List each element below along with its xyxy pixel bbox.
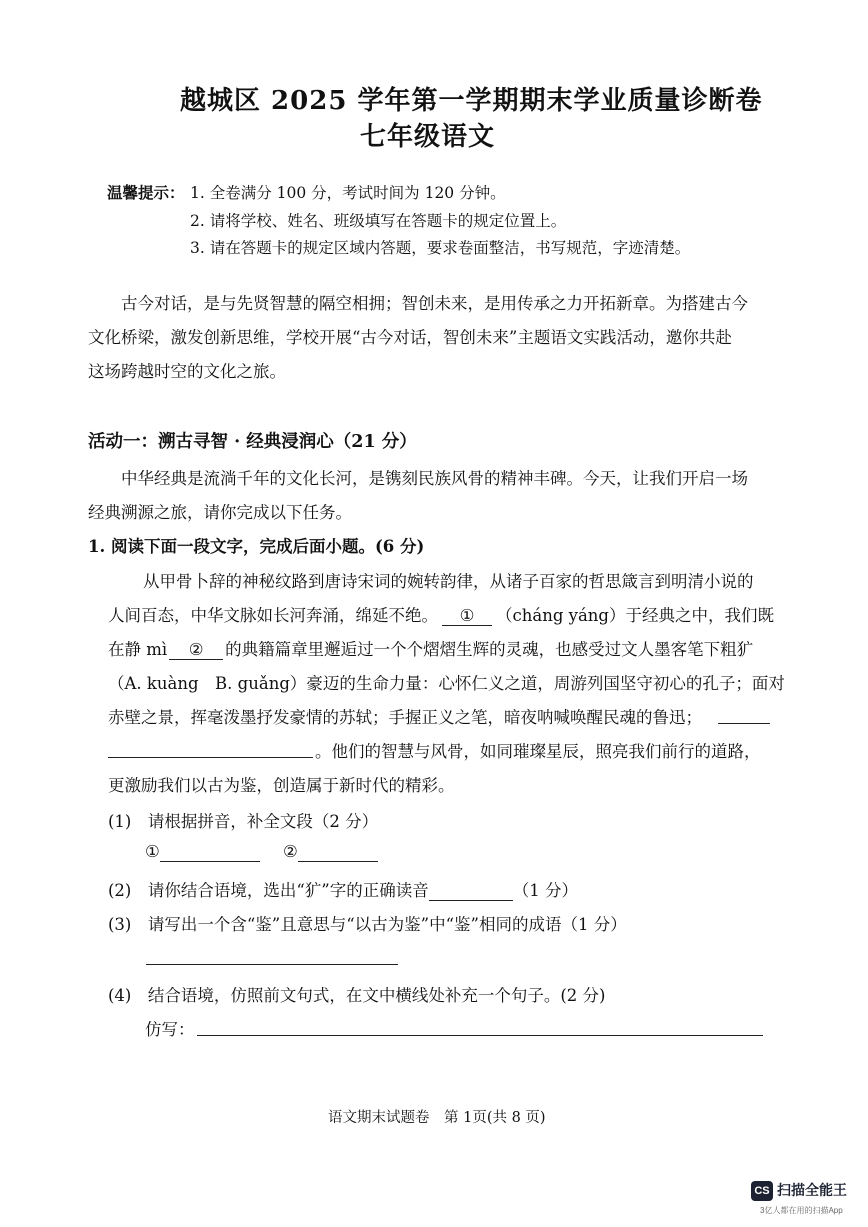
subquestion-3: (3) 请写出一个含“鉴”且意思与“以古为鉴”中“鉴”相同的成语（1 分） xyxy=(108,915,627,934)
intro-line: 文化桥梁，激发创新思维，学校开展“古今对话，智创未来”主题语文实践活动，邀你共赴 xyxy=(88,328,732,347)
page-subtitle: 七年级语文 xyxy=(360,122,496,152)
intro-line: 古今对话，是与先贤智慧的隔空相拥；智创未来，是用传承之力开拓新章。为搭建古今 xyxy=(121,294,748,313)
scanner-logo-icon: CS xyxy=(751,1181,773,1201)
activity-desc-line: 经典溯源之旅，请你完成以下任务。 xyxy=(88,503,352,522)
passage-line: 人间百态，中华文脉如长河奔涌，绵延不绝。 ① （cháng yáng）于经典之中，我们既 xyxy=(108,606,774,625)
answer-line[interactable] xyxy=(146,964,398,965)
passage-line: 从甲骨卜辞的神秘纹路到唐诗宋词的婉转韵律，从诸子百家的哲思箴言到明清小说的 xyxy=(143,572,754,591)
notice-item: 3. 请在答题卡的规定区域内答题，要求卷面整洁，书写规范，字迹清楚。 xyxy=(190,239,691,257)
page-footer: 语文期末试题卷 第 1页(共 8 页) xyxy=(328,1110,546,1126)
page-title: 越城区 2025 学年第一学期期末学业质量诊断卷 xyxy=(180,86,763,116)
answer-blank[interactable] xyxy=(298,842,378,862)
passage-line: 。他们的智慧与风骨，如同璀璨星辰，照亮我们前行的道路， xyxy=(315,742,761,761)
scanner-tagline: 3亿人都在用的扫描App xyxy=(760,1206,843,1215)
imitation-blank-line[interactable] xyxy=(718,723,770,724)
scanner-name: 扫描全能王 xyxy=(777,1182,847,1198)
answer-slot-1: ① xyxy=(145,842,260,862)
activity-desc-line: 中华经典是流淌千年的文化长河，是镌刻民族风骨的精神丰碑。今天，让我们开启一场 xyxy=(121,469,748,488)
subquestion-4: (4) 结合语境，仿照前文句式，在文中横线处补充一个句子。(2 分) xyxy=(108,986,606,1005)
intro-line: 这场跨越时空的文化之旅。 xyxy=(88,362,286,381)
passage-line: （A. kuàng B. guǎng）豪迈的生命力量：心怀仁义之道，周游列国坚守初心的孔子；面对 xyxy=(108,674,785,693)
notice-label: 温馨提示： xyxy=(107,183,185,202)
notice-item: 1. 全卷满分 100 分，考试时间为 120 分钟。 xyxy=(190,184,506,202)
notice-item: 2. 请将学校、姓名、班级填写在答题卡的规定位置上。 xyxy=(190,212,567,230)
answer-slot-2: ② xyxy=(283,842,378,862)
answer-blank[interactable] xyxy=(429,881,513,901)
imitation-label: 仿写： xyxy=(145,1020,195,1039)
answer-line[interactable] xyxy=(197,1035,763,1036)
passage-line: 更激励我们以古为鉴，创造属于新时代的精彩。 xyxy=(108,776,455,795)
imitation-blank-line[interactable] xyxy=(108,757,313,758)
subquestion-2: (2) 请你结合语境，选出“犷”字的正确读音 （1 分） xyxy=(108,881,578,900)
subquestion-1: (1) 请根据拼音，补全文段（2 分） xyxy=(108,812,379,831)
blank-1[interactable]: ① xyxy=(442,606,492,626)
passage-line: 赤壁之景，挥毫泼墨抒发豪情的苏轼；手握正义之笔，暗夜呐喊唤醒民魂的鲁迅； xyxy=(108,708,702,727)
blank-2[interactable]: ② xyxy=(169,640,223,660)
activity-heading: 活动一：溯古寻智 · 经典浸润心（21 分） xyxy=(88,432,417,452)
answer-blank[interactable] xyxy=(160,842,260,862)
passage-line: 在静 mì ② 的典籍篇章里邂逅过一个个熠熠生辉的灵魂，也感受过文人墨客笔下粗犷 xyxy=(108,640,754,659)
question-heading: 1. 阅读下面一段文字，完成后面小题。(6 分) xyxy=(88,537,425,556)
